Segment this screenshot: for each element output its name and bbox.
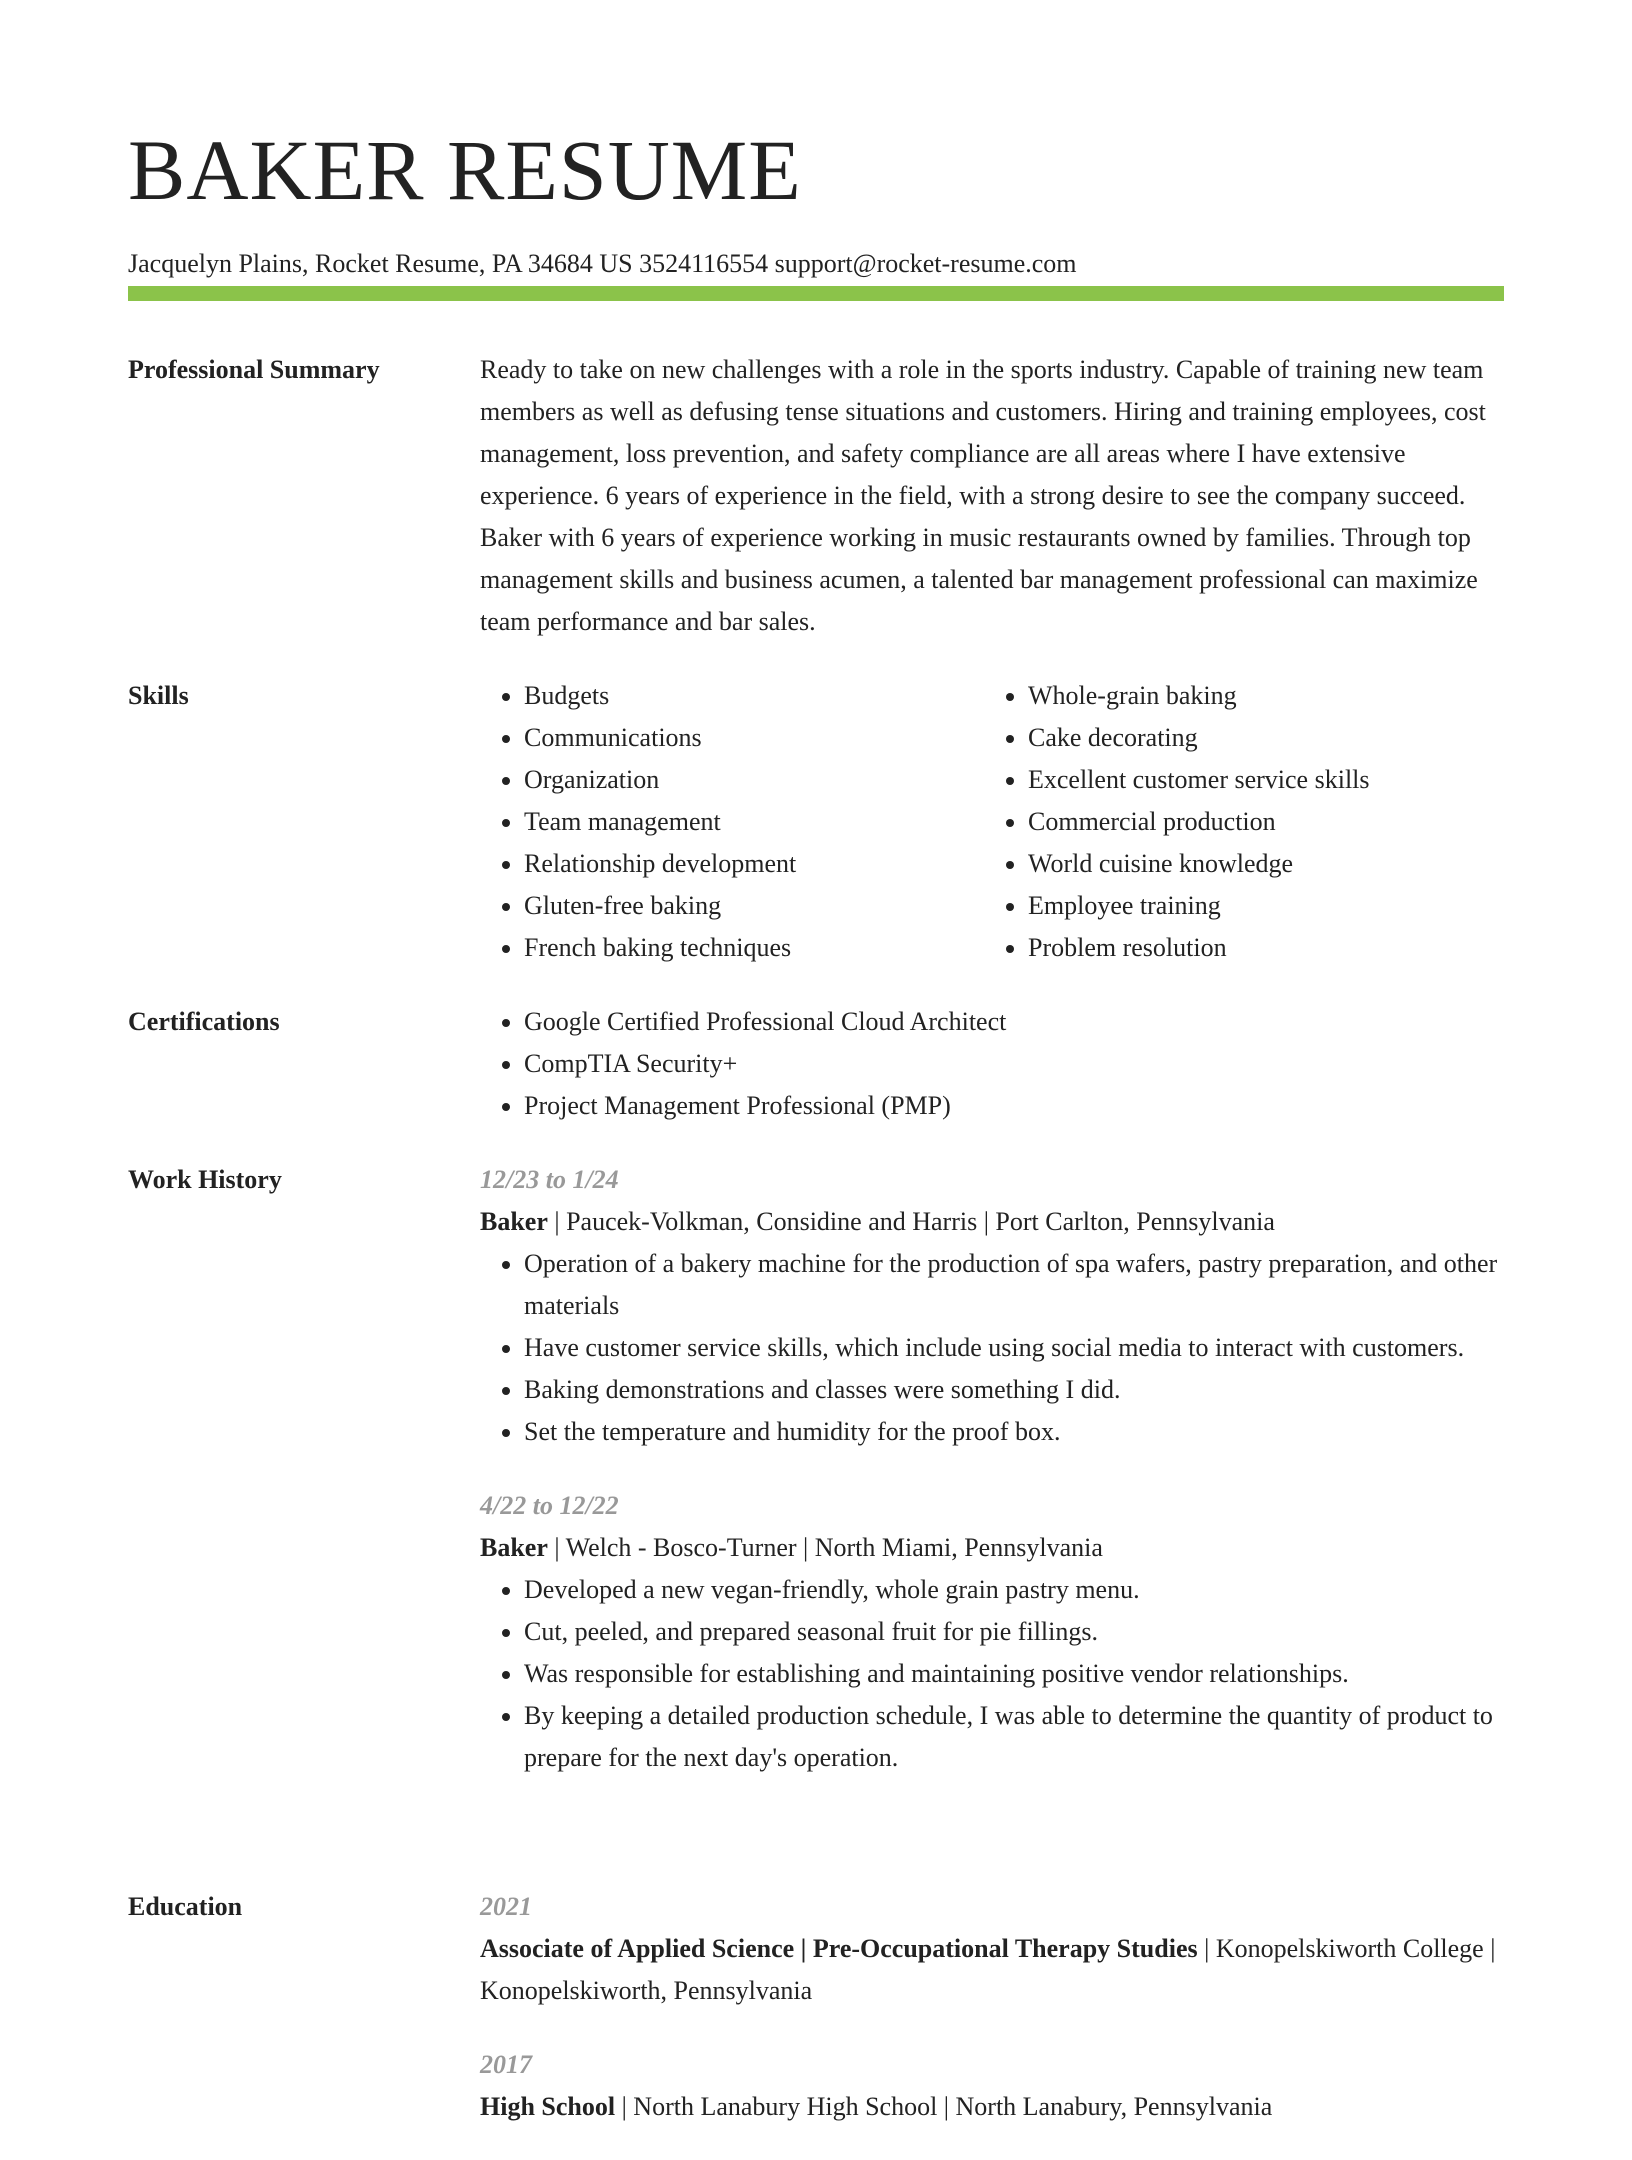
section-heading: Work History [128,1165,282,1194]
job-role: Baker [480,1207,548,1236]
certifications-list [480,1001,1504,1127]
job-duty-item: • Cut, peeled, and prepared seasonal fruit for pie fillings. [524,1611,1504,1653]
section-heading: Education [128,1892,243,1921]
job-employer: | Paucek-Volkman, Considine and Harris | Port Carlton, Pennsylvania [547,1207,1275,1236]
education-degree: High School [480,2092,616,2121]
section-heading: Certifications [128,1007,280,1036]
job-entry [480,1159,1504,1453]
skill-item: • Organization [524,759,984,801]
skills-list-right [984,675,1488,969]
education-year: 2021 [480,1892,532,1921]
job-entry [480,1485,1504,1779]
education-degree: Associate of Applied Science | Pre-Occupational Therapy Studies [480,1934,1198,1963]
skill-item: • Relationship development [524,843,984,885]
certification-item: • Project Management Professional (PMP) [524,1085,1504,1127]
job-duty-item: • Developed a new vegan-friendly, whole grain pastry menu. [524,1569,1504,1611]
skill-item: • Team management [524,801,984,843]
skill-item: • World cuisine knowledge [1028,843,1488,885]
education-entry [480,2044,1504,2128]
education-year: 2017 [480,2050,532,2079]
skills-list-left [480,675,984,969]
education-body [480,1886,1504,2160]
resume-header [128,118,1504,280]
job-dates: 12/23 to 1/24 [480,1165,619,1194]
summary-text: Ready to take on new challenges with a role in the sports industry. Capable of training new team members as well as defusing tense situations and customers. Hiring and training employees, cost management, loss prevention, and safety compliance are all areas where I have extensive experience. 6 years of experience in the field, with a strong desire to see the company succeed. Baker with 6 years of experience working in music restaurants owned by families. Through top management skills and business acumen, a talented bar management professional can maximize team performance and bar sales. [480,355,1486,636]
job-dates: 4/22 to 12/22 [480,1491,619,1520]
job-title-line [480,1201,1504,1243]
skill-item: • Cake decorating [1028,717,1488,759]
skill-item: • Commercial production [1028,801,1488,843]
skill-item: • Gluten-free baking [524,885,984,927]
certification-item: • Google Certified Professional Cloud Architect [524,1001,1504,1043]
contact-line: Jacquelyn Plains, Rocket Resume, PA 34684 US 3524116554 support@rocket-resume.com [128,249,1077,278]
education-line [480,2086,1504,2128]
skill-item: • Budgets [524,675,984,717]
job-duties-list [480,1243,1504,1453]
resume-title: BAKER RESUME [128,122,802,218]
section-heading: Professional Summary [128,355,380,384]
skill-item: • Problem resolution [1028,927,1488,969]
job-duty-item: • Baking demonstrations and classes were something I did. [524,1369,1504,1411]
certification-item: • CompTIA Security+ [524,1043,1504,1085]
job-employer: | Welch - Bosco-Turner | North Miami, Pennsylvania [547,1533,1103,1562]
job-duty-item: • Set the temperature and humidity for the proof box. [524,1411,1504,1453]
skill-item: • Communications [524,717,984,759]
education-school: | North Lanabury High School | North Lanabury, Pennsylvania [615,2092,1273,2121]
job-duty-item: • Operation of a bakery machine for the production of spa wafers, pastry preparation, and other materials [524,1243,1504,1327]
education-entry [480,1886,1504,2012]
education-line [480,1928,1504,2012]
job-duties-list [480,1569,1504,1779]
job-duty-item: • Was responsible for establishing and maintaining positive vendor relationships. [524,1653,1504,1695]
job-role: Baker [480,1533,548,1562]
job-duty-item: • Have customer service skills, which include using social media to interact with customers. [524,1327,1504,1369]
job-title-line [480,1527,1504,1569]
skill-item: • French baking techniques [524,927,984,969]
work-history-body [480,1159,1504,1811]
job-duty-item: • By keeping a detailed production schedule, I was able to determine the quantity of product to prepare for the next day's operation. [524,1695,1504,1779]
skill-item: • Whole-grain baking [1028,675,1488,717]
skill-item: • Excellent customer service skills [1028,759,1488,801]
education-school: | Konopelskiworth College | Konopelskiworth, Pennsylvania [480,1934,1496,2005]
section-heading: Skills [128,681,189,710]
skill-item: • Employee training [1028,885,1488,927]
accent-divider [128,286,1504,301]
